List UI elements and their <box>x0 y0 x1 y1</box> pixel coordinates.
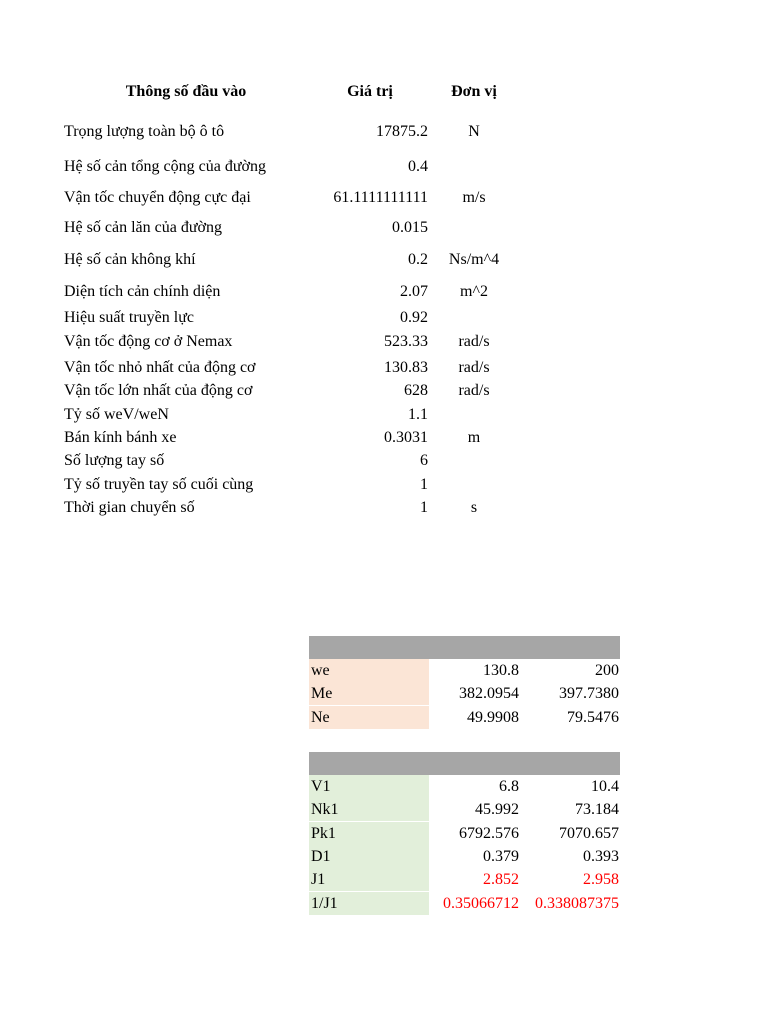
parameter-name: Tỷ số truyền tay số cuối cùng <box>64 476 254 493</box>
parameter-name: Hệ số cản không khí <box>64 251 196 268</box>
row-label: Nk1 <box>309 798 429 821</box>
row-value-1: 6792.576 <box>459 824 519 842</box>
parameter-unit: rad/s <box>458 333 490 350</box>
parameter-name: Hệ số cản tổng cộng của đường <box>64 158 266 175</box>
gear-table-header-band <box>309 752 620 775</box>
row-label: Pk1 <box>309 822 429 845</box>
row-value-1: 6.8 <box>499 778 519 795</box>
parameter-value: 0.92 <box>400 309 428 326</box>
parameter-unit: s <box>470 499 478 516</box>
row-value-2: 79.5476 <box>567 708 619 726</box>
parameter-value: 0.2 <box>408 251 428 268</box>
parameter-name: Vận tốc động cơ ở Nemax <box>64 333 233 350</box>
row-value-1: 130.8 <box>483 662 519 679</box>
row-value-1: 49.9908 <box>467 708 519 726</box>
parameter-name: Số lượng tay số <box>64 452 165 469</box>
parameter-value: 0.3031 <box>384 429 428 446</box>
parameter-value: 1 <box>420 476 428 493</box>
parameter-unit: Ns/m^4 <box>448 251 500 268</box>
parameter-value: 1 <box>420 499 428 516</box>
row-value-2: 0.393 <box>583 847 619 865</box>
header-value: Giá trị <box>347 83 393 100</box>
parameter-name: Vận tốc nhỏ nhất của động cơ <box>64 359 256 376</box>
row-value-2: 397.7380 <box>559 685 619 703</box>
parameter-name: Vận tốc lớn nhất của động cơ <box>64 382 253 399</box>
parameter-value: 6 <box>420 452 428 469</box>
row-label: Ne <box>309 706 429 729</box>
row-value-2: 73.184 <box>575 801 619 819</box>
row-label: Me <box>309 682 429 705</box>
row-value-2: 200 <box>595 662 619 679</box>
parameter-unit: rad/s <box>458 359 490 376</box>
parameter-name: Hệ số cản lăn của đường <box>64 219 222 236</box>
parameter-name: Bán kính bánh xe <box>64 429 177 446</box>
parameter-value: 17875.2 <box>376 123 428 140</box>
parameter-unit: m^2 <box>460 283 488 300</box>
parameter-value: 2.07 <box>400 283 428 300</box>
row-value-1: 45.992 <box>475 801 519 819</box>
parameter-value: 523.33 <box>384 333 428 350</box>
parameter-unit: rad/s <box>458 382 490 399</box>
row-label: we <box>309 659 429 682</box>
row-value-2: 0.338087375 <box>535 894 619 912</box>
row-label: J1 <box>309 868 429 891</box>
parameter-name: Vận tốc chuyển động cực đại <box>64 189 251 206</box>
row-label: 1/J1 <box>309 892 429 915</box>
parameter-value: 628 <box>404 382 428 399</box>
parameter-unit: m <box>467 429 481 446</box>
parameter-value: 130.83 <box>384 359 428 376</box>
parameter-unit: N <box>468 123 480 140</box>
row-value-2: 7070.657 <box>559 824 619 842</box>
header-parameter-name: Thông số đầu vào <box>125 83 247 100</box>
parameter-value: 0.4 <box>408 158 428 175</box>
row-value-2: 2.958 <box>583 871 619 889</box>
row-value-1: 0.379 <box>483 847 519 865</box>
parameter-name: Thời gian chuyển số <box>64 499 195 516</box>
row-label: D1 <box>309 845 429 868</box>
row-value-2: 10.4 <box>591 778 619 795</box>
parameter-value: 1.1 <box>408 406 428 423</box>
parameter-value: 61.1111111111 <box>333 189 428 206</box>
parameter-name: Trọng lượng toàn bộ ô tô <box>64 123 225 140</box>
parameter-name: Diện tích cản chính diện <box>64 283 221 300</box>
parameter-value: 0.015 <box>392 219 428 236</box>
parameter-name: Hiệu suất truyền lực <box>64 309 194 326</box>
parameter-unit: m/s <box>462 189 486 206</box>
header-unit: Đơn vị <box>451 83 497 100</box>
row-label: V1 <box>309 775 429 798</box>
row-value-1: 2.852 <box>483 871 519 889</box>
engine-table-header-band <box>309 636 620 659</box>
row-value-1: 382.0954 <box>459 685 519 703</box>
row-value-1: 0.35066712 <box>443 894 519 912</box>
parameter-name: Tỷ số weV/weN <box>64 406 169 423</box>
